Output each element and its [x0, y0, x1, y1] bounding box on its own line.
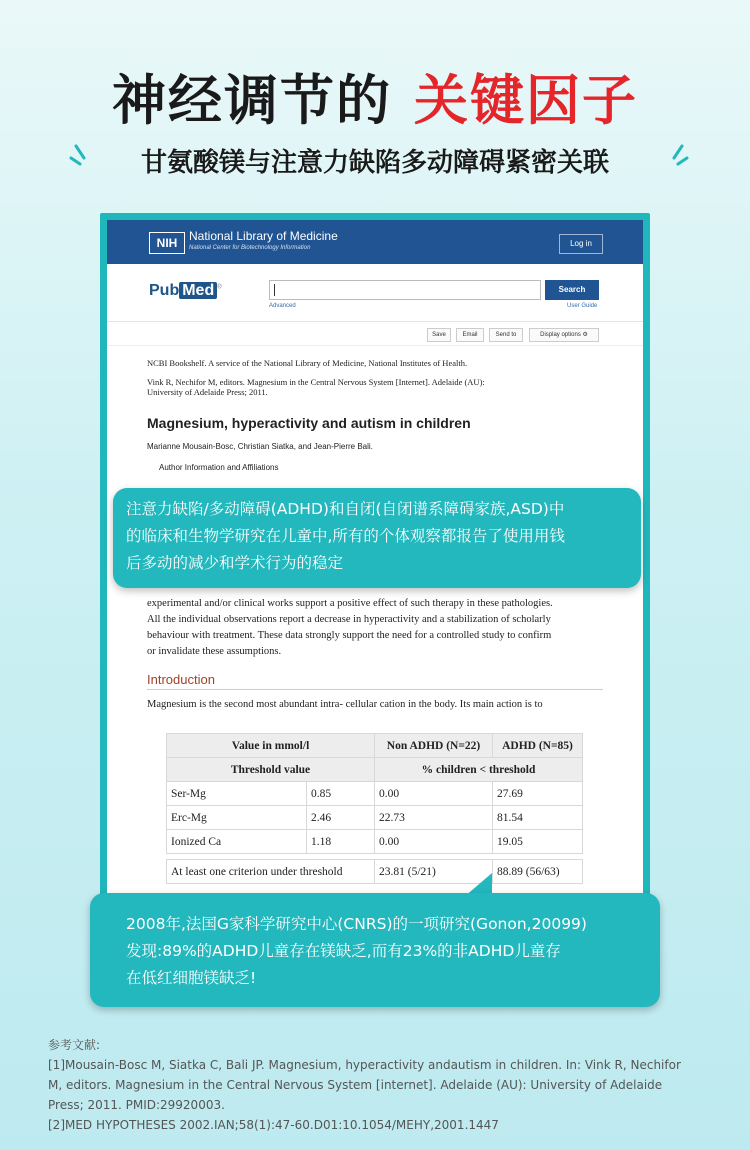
table-cell: Erc-Mg	[167, 806, 307, 830]
reference-line: [2]MED HYPOTHESES 2002.IAN;58(1):47-60.D01:10.1054/MEHY,2001.1447	[48, 1118, 499, 1132]
callout-line: 2008年,法国G家科学研究中心(CNRS)的一项研究(Gonon,20099)	[126, 915, 587, 933]
callout-line: 后多动的减少和学术行为的稳定	[126, 554, 344, 572]
sparkle-right-icon	[664, 140, 690, 170]
search-input[interactable]	[269, 280, 541, 300]
send-to-button[interactable]: Send to	[489, 328, 523, 342]
callout-line: 注意力缺陷/多动障碍(ADHD)和自闭(自闭谱系障碍家族,ASD)中	[126, 500, 565, 518]
table-cell: 88.89 (56/63)	[493, 860, 583, 884]
pubmed-logo-reg: ®	[217, 284, 222, 291]
magnesium-table	[166, 733, 583, 884]
table-row	[167, 830, 583, 854]
text-caret	[274, 284, 275, 296]
pubmed-logo[interactable]	[149, 282, 222, 300]
table-header-cell: Value in mmol/l	[167, 734, 375, 758]
table-cell: 27.69	[493, 782, 583, 806]
callout-line: 在低红细胞镁缺乏!	[126, 969, 257, 987]
table-cell: Ionized Ca	[167, 830, 307, 854]
affiliations-toggle[interactable]: Author Information and Affiliations	[159, 463, 279, 472]
subtitle: 甘氨酸镁与注意力缺陷多动障碍紧密关联	[140, 148, 609, 178]
user-guide-link[interactable]: User Guide	[567, 303, 598, 309]
abstract-line-1: experimental and/or clinical works support a positive effect of such therapy in these pathologies.	[147, 598, 553, 609]
references-heading: 参考文献:	[48, 1038, 101, 1052]
nih-logo[interactable]: NIH	[149, 232, 185, 254]
table-cell: 2.46	[307, 806, 375, 830]
table-cell: 1.18	[307, 830, 375, 854]
reference-line: Press; 2011. PMID:29920003.	[48, 1098, 225, 1112]
callout-line: 发现:89%的ADHD儿童存在镁缺乏,而有23%的非ADHD儿童存	[126, 942, 561, 960]
table-cell: 0.00	[375, 830, 493, 854]
display-options-button[interactable]	[529, 328, 599, 342]
title-black: 神经调节的	[112, 69, 392, 132]
abstract-line-3: behaviour with treatment. These data strongly support the need for a controlled study to confirm	[147, 630, 552, 641]
reference-line: M, editors. Magnesium in the Central Nervous System [internet]. Adelaide (AU): University of Adelaide	[48, 1078, 663, 1092]
pubmed-logo-pub: Pub	[149, 282, 180, 299]
citation-line-2: University of Adelaide Press; 2011.	[147, 387, 268, 397]
save-button[interactable]: Save	[427, 328, 451, 342]
nih-header	[107, 220, 643, 264]
abstract-line-2: All the individual observations report a decrease in hyperactivity and a stabilization of scholarly	[147, 614, 551, 625]
table-header-row	[167, 734, 583, 758]
search-button[interactable]: Search	[545, 280, 599, 300]
table-header-cell: ADHD (N=85)	[493, 734, 583, 758]
citation-line-1: Vink R, Nechifor M, editors. Magnesium in the Central Nervous System [Internet]. Adelaide (AU):	[147, 377, 485, 387]
table-header-cell: Non ADHD (N=22)	[375, 734, 493, 758]
advanced-link[interactable]: Advanced	[269, 303, 296, 309]
table-cell: Ser-Mg	[167, 782, 307, 806]
article-title: Magnesium, hyperactivity and autism in children	[147, 415, 471, 431]
introduction-heading: Introduction	[147, 672, 215, 687]
pubmed-search-bar	[107, 264, 643, 322]
abstract-line-4: or invalidate these assumptions.	[147, 646, 282, 657]
table-row	[167, 782, 583, 806]
table-cell: 23.81 (5/21)	[375, 860, 493, 884]
table-header-cell: % children < threshold	[375, 758, 583, 782]
heading-divider	[147, 689, 603, 690]
table-header-row	[167, 758, 583, 782]
callout-line: 的临床和生物学研究在儿童中,所有的个体观察都报告了使用用钱	[126, 527, 565, 545]
nlm-subtitle: National Center for Biotechnology Information	[189, 245, 311, 251]
action-toolbar	[107, 322, 643, 346]
login-button[interactable]: Log in	[559, 234, 603, 254]
table-row	[167, 806, 583, 830]
references	[48, 1035, 708, 1135]
email-button[interactable]: Email	[456, 328, 484, 342]
table-cell: 0.00	[375, 782, 493, 806]
page-title	[0, 58, 750, 135]
title-red: 关键因子	[414, 69, 638, 132]
table-cell: 19.05	[493, 830, 583, 854]
table-cell: At least one criterion under threshold	[167, 860, 375, 884]
table-row	[167, 860, 583, 884]
article-authors[interactable]: Marianne Mousain-Bosc, Christian Siatka, and Jean-Pierre Bali.	[147, 442, 373, 451]
table-cell: 81.54	[493, 806, 583, 830]
pubmed-logo-med: Med	[179, 282, 217, 299]
table-cell: 22.73	[375, 806, 493, 830]
reference-line: [1]Mousain-Bosc M, Siatka C, Bali JP. Magnesium, hyperactivity andautism in children. In: Vink R, Nechifor	[48, 1058, 681, 1072]
bookshelf-line: NCBI Bookshelf. A service of the National Library of Medicine, National Institutes of Health.	[147, 358, 468, 368]
callout-cnrs-study	[90, 893, 660, 1007]
nlm-name[interactable]: National Library of Medicine	[189, 229, 338, 243]
display-options-label: Display options	[540, 332, 581, 338]
table-header-cell: Threshold value	[167, 758, 375, 782]
gear-icon: ⚙	[582, 332, 588, 338]
table-cell: 0.85	[307, 782, 375, 806]
callout-adhd-asd	[113, 488, 641, 588]
introduction-text: Magnesium is the second most abundant intra- cellular cation in the body. Its main action is to	[147, 699, 543, 710]
